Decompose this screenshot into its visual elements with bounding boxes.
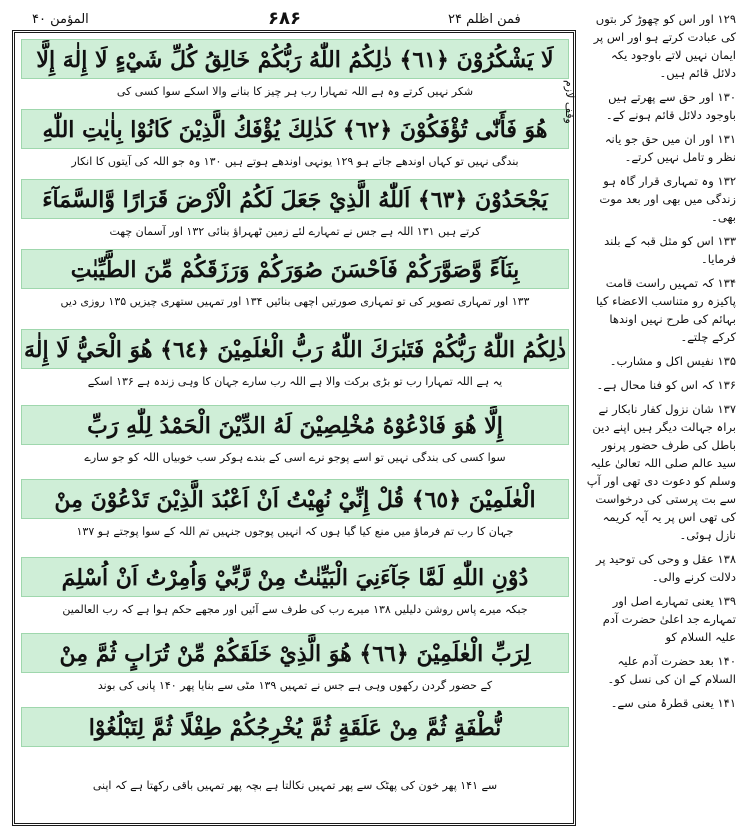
verse-line: دُوْنِ اللّٰهِ لَمَّا جَآءَنِيَ الْبَيِّنٰتُ مِنْ رَّبِّيْ وَاُمِرْتُ اَنْ اُسْلِمَ (21, 557, 569, 597)
commentary-column (586, 10, 736, 826)
note-item: ۱۳۲ وہ تمہاری قرار گاہ ہو زندگی میں بھی اور بعد موت بھی۔ (599, 174, 736, 224)
note-item: ۱۲۹ اور اس کو چھوڑ کر بتوں کی عبادت کرتے ہو اور اس پر ایمان نہیں لاتے باوجود یکہ دلائل قائم ہیں۔ (593, 12, 736, 80)
note-item: ۱۴۱ یعنی قطرۂ منی سے۔ (610, 696, 736, 710)
verse-line: بِنَآءً وَّصَوَّرَكُمْ فَاَحْسَنَ صُوَرَكُمْ وَرَزَقَكُمْ مِّنَ الطَّيِّبٰتِ (21, 249, 569, 289)
note-item: ۱۳۸ عقل و وحی کی توحید پر دلالت کرنے والی۔ (595, 552, 736, 584)
verse-line: إِلَّا هُوَ فَادْعُوْهُ مُخْلِصِيْنَ لَهُ الدِّيْنَ الْحَمْدُ لِلّٰهِ رَبِّ (21, 405, 569, 445)
note-item: ۱۳۵ نفیس اکل و مشارب۔ (609, 354, 736, 368)
note-item: ۱۳۶ کہ اس کو فنا محال ہے۔ (596, 378, 736, 392)
verse-line: هُوَ فَأَنّٰى تُؤْفَكُوْنَ ﴿٦٢﴾ كَذٰلِكَ يُؤْفَكُ الَّذِيْنَ كَانُوْا بِاٰيٰتِ اللّٰهِ (21, 109, 569, 149)
verse-panel (12, 30, 576, 826)
note-item: ۱۳۰ اور حق سے پھرتے ہیں باوجود دلائل قائم ہونے کے۔ (605, 90, 736, 122)
verse-line: نُّطْفَةٍ ثُمَّ مِنْ عَلَقَةٍ ثُمَّ يُخْرِجُكُمْ طِفْلًا ثُمَّ لِتَبْلُغُوْا (21, 707, 569, 747)
juz-label: فمن اظلم ۲۴ (448, 12, 521, 27)
translation-line: شکر نہیں کرتے وہ ہے اللہ تمہارا رب ہر چیز کا بنانے والا اسکے سوا کسی کی (116, 85, 474, 98)
note-item: ۱۳۹ یعنی تمہارے اصل اور تمہارے جد اعلیٰ حضرت آدم علیہ السلام کو (602, 594, 736, 644)
translation-line: کرتے ہیں ۱۳۱ اللہ ہے جس نے تمہارے لئے زمین ٹھہراؤ بنائی ۱۳۲ اور آسمان چھت (109, 225, 481, 238)
translation-line: جہان کا رب تم فرماؤ میں منع کیا گیا ہوں کہ انہیں پوجوں جنہیں تم اللہ کے سوا پوجتے ہو ۱۳۷ (76, 525, 514, 538)
verse-line: لِرَبِّ الْعٰلَمِيْنَ ﴿٦٦﴾ هُوَ الَّذِيْ خَلَقَكُمْ مِّنْ تُرَابٍ ثُمَّ مِنْ (21, 633, 569, 673)
verse-line: لَا يَشْكُرُوْنَ ﴿٦١﴾ ذٰلِكُمُ اللّٰهُ رَبُّكُمْ خَالِقُ كُلِّ شَيْءٍ لَا إِلٰهَ إِلَّا (21, 39, 569, 79)
translation-line: سوا کسی کی بندگی نہیں تو اسے پوجو نرے اسی کے بندے ہوکر سب خوبیاں اللہ کو جو سارے (84, 451, 506, 464)
translation-line: یہ ہے اللہ تمہارا رب تو بڑی برکت والا ہے اللہ رب سارے جہان کا وہی زندہ ہے ۱۳۶ اسکے (87, 375, 503, 388)
note-item: ۱۳۷ شان نزول کفار نابکار نے براہ جہالت دیگر ہیں اپنے دین باطل کی طرف حضور پرنور سید عالم صلی اللہ تعالیٰ علیہ وسلم کو دعوت دی تھی اور آپ سے بت پرستی کی درخواست کی تھی اس پر یہ آیہ کریمہ نازل ہوئی۔ (586, 402, 736, 542)
note-item: ۱۳۱ اور ان میں حق جو یانہ نظر و تامل نہیں کرتے۔ (604, 132, 736, 164)
translation-line: جبکہ میرے پاس روشن دلیلیں ۱۳۸ میرے رب کی طرف سے آئیں اور مجھے حکم ہوا ہے کہ رب العالمین (62, 603, 528, 616)
page-number: ۶۸۶ (268, 8, 301, 29)
note-item: ۱۴۰ بعد حضرت آدم علیہ السلام کے ان کی نسل کو۔ (607, 654, 736, 686)
translation-line: کے حضور گردن رکھوں وہی ہے جس نے تمہیں ۱۳۹ مٹی سے بنایا پھر ۱۴۰ پانی کی بوند (97, 679, 493, 692)
note-item: ۱۳۴ کہ تمہیں راست قامت پاکیزہ رو متناسب الاعضاء کیا بہائم کی طرح نہیں اوندھا کرکے چلتے۔ (596, 276, 736, 344)
translation-line: سے ۱۴۱ پھر خون کی پھٹک سے پھر تمہیں نکالتا ہے بچہ پھر تمہیں باقی رکھتا ہے کہ اپنی (92, 779, 498, 792)
verse-line: ذٰلِكُمُ اللّٰهُ رَبُّكُمْ فَتَبٰرَكَ اللّٰهُ رَبُّ الْعٰلَمِيْنَ ﴿٦٤﴾ هُوَ الْحَيُّ لَا إِلٰهَ (21, 329, 569, 369)
translation-line: بندگی نہیں تو کہاں اوندھے جاتے ہو ۱۲۹ یونہی اوندھے ہوتے ہیں ۱۳۰ وہ جو اللہ کی آیتوں کا انکار (71, 155, 519, 168)
surah-label: المؤمن ۴۰ (32, 12, 89, 27)
translation-line: ۱۳۳ اور تمہاری تصویر کی تو تمہاری صورتیں اچھی بنائیں ۱۳۴ اور تمہیں ستھری چیزیں ۱۳۵ روزی دیں (60, 295, 530, 308)
waqf-mark: وقف لازم (563, 80, 576, 124)
verse-line: الْعٰلَمِيْنَ ﴿٦٥﴾ قُلْ إِنِّيْ نُهِيْتُ اَنْ اَعْبُدَ الَّذِيْنَ تَدْعُوْنَ مِنْ (21, 479, 569, 519)
verse-line: يَجْحَدُوْنَ ﴿٦٣﴾ اَللّٰهُ الَّذِيْ جَعَلَ لَكُمُ الْاَرْضَ قَرَارًا وَّالسَّمَآءَ (21, 179, 569, 219)
note-item: ۱۳۳ اس کو مثل قبہ کے بلند فرمایا۔ (604, 234, 736, 266)
